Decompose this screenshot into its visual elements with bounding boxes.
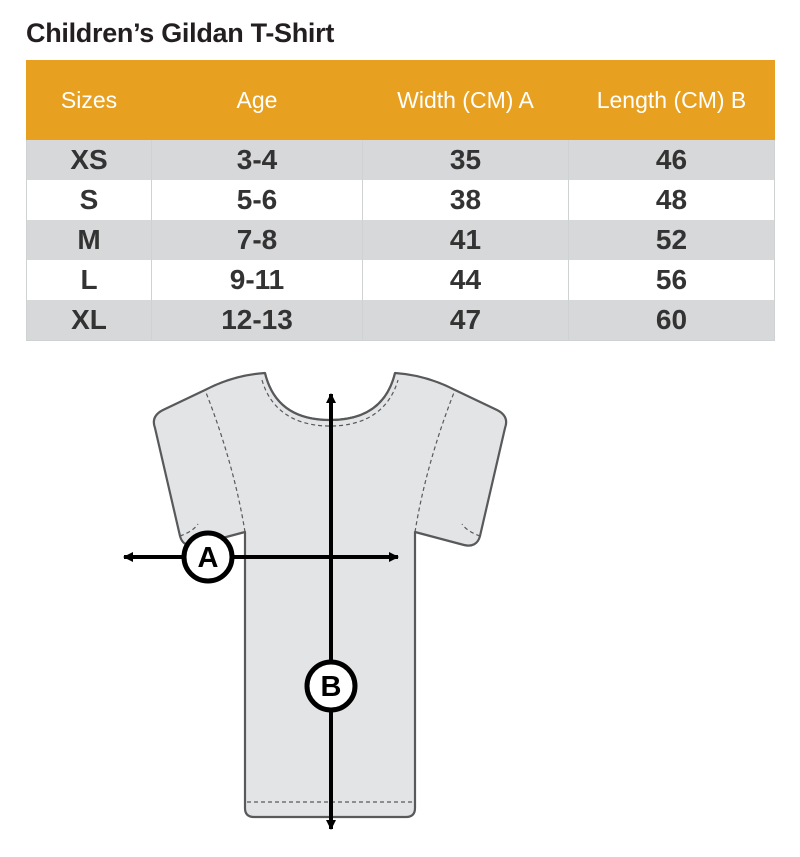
cell-size: XS <box>27 140 152 181</box>
cell-size: M <box>27 220 152 260</box>
table-row <box>27 180 775 220</box>
tshirt-measurement-diagram <box>0 368 800 857</box>
cell-size: S <box>27 180 152 220</box>
size-chart-table <box>26 60 775 341</box>
cell-age: 3-4 <box>152 140 363 181</box>
cell-width: 47 <box>363 300 569 341</box>
cell-size: XL <box>27 300 152 341</box>
table-row <box>27 140 775 181</box>
column-header-sizes: Sizes <box>27 61 152 140</box>
cell-width: 35 <box>363 140 569 181</box>
page-title: Children’s Gildan T-Shirt <box>26 18 335 48</box>
length-marker-label: B <box>320 671 342 703</box>
column-header-width: Width (CM) A <box>363 61 569 140</box>
table-row <box>27 300 775 341</box>
cell-width: 41 <box>363 220 569 260</box>
cell-length: 46 <box>569 140 775 181</box>
table-header-row <box>27 61 775 140</box>
cell-length: 60 <box>569 300 775 341</box>
column-header-age: Age <box>152 61 363 140</box>
cell-age: 5-6 <box>152 180 363 220</box>
cell-age: 12-13 <box>152 300 363 341</box>
table-row <box>27 260 775 300</box>
width-marker-label: A <box>197 542 219 574</box>
cell-age: 7-8 <box>152 220 363 260</box>
column-header-length: Length (CM) B <box>569 61 775 140</box>
cell-length: 48 <box>569 180 775 220</box>
table-body <box>27 140 775 341</box>
cell-length: 52 <box>569 220 775 260</box>
table-row <box>27 220 775 260</box>
cell-width: 44 <box>363 260 569 300</box>
cell-age: 9-11 <box>152 260 363 300</box>
table-header <box>27 61 775 140</box>
cell-width: 38 <box>363 180 569 220</box>
cell-length: 56 <box>569 260 775 300</box>
cell-size: L <box>27 260 152 300</box>
